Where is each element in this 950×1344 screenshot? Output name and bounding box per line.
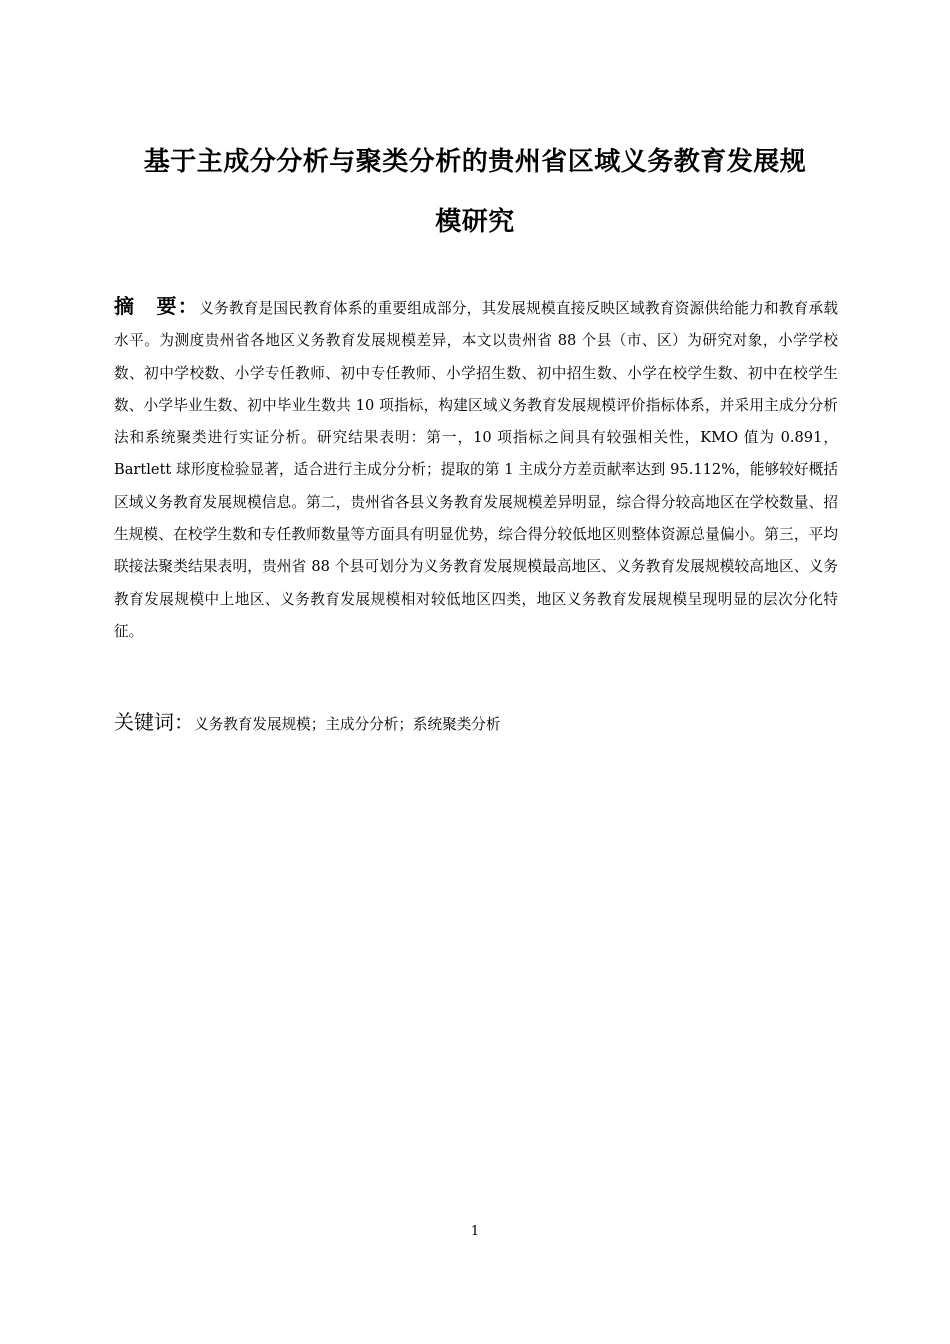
paper-title-line-1: 基于主成分分析与聚类分析的贵州省区域义务教育发展规 <box>143 147 807 177</box>
keywords-label: 关键词： <box>114 710 194 734</box>
keywords-paragraph <box>114 706 838 741</box>
abstract-label: 摘 要： <box>114 294 200 318</box>
page-number: 1 <box>470 1224 480 1239</box>
keywords-text: 义务教育发展规模；主成分分析；系统聚类分析 <box>194 716 501 733</box>
paper-title <box>100 132 850 252</box>
abstract-text: 义务教育是国民教育体系的重要组成部分，其发展规模直接反映区域教育资源供给能力和教育承载水平。为测度贵州省各地区义务教育发展规模差异，本文以贵州省 88 个县（市、区）为研究对象，小学学校数、初中学校数、小学专任教师、初中专任教师、小学招生数、初中招生数、小学在校学生数、初中在校学生数、小学毕业生数、初中毕业生数共 10 项指标，构建区域义务教育发展规模评价指标体系，并采用主成分分析法和系统聚类进行实证分析。研究结果表明：第一，10 项指标之间具有较强相关性，KMO 值为 0.891，Bartlett 球形度检验显著，适合进行主成分分析；提取的第 1 主成分方差贡献率达到 95.112%，能够较好概括区域义务教育发展规模信息。第二，贵州省各县义务教育发展规模差异明显，综合得分较高地区在学校数量、招生规模、在校学生数和专任教师数量等方面具有明显优势，综合得分较低地区则整体资源总量偏小。第三，平均联接法聚类结果表明，贵州省 88 个县可划分为义务教育发展规模最高地区、义务教育发展规模较高地区、义务教育发展规模中上地区、义务教育发展规模相对较低地区四类，地区义务教育发展规模呈现明显的层次分化特征。 <box>114 300 838 640</box>
paper-title-line-2: 模研究 <box>435 207 515 237</box>
abstract-paragraph <box>114 290 838 648</box>
